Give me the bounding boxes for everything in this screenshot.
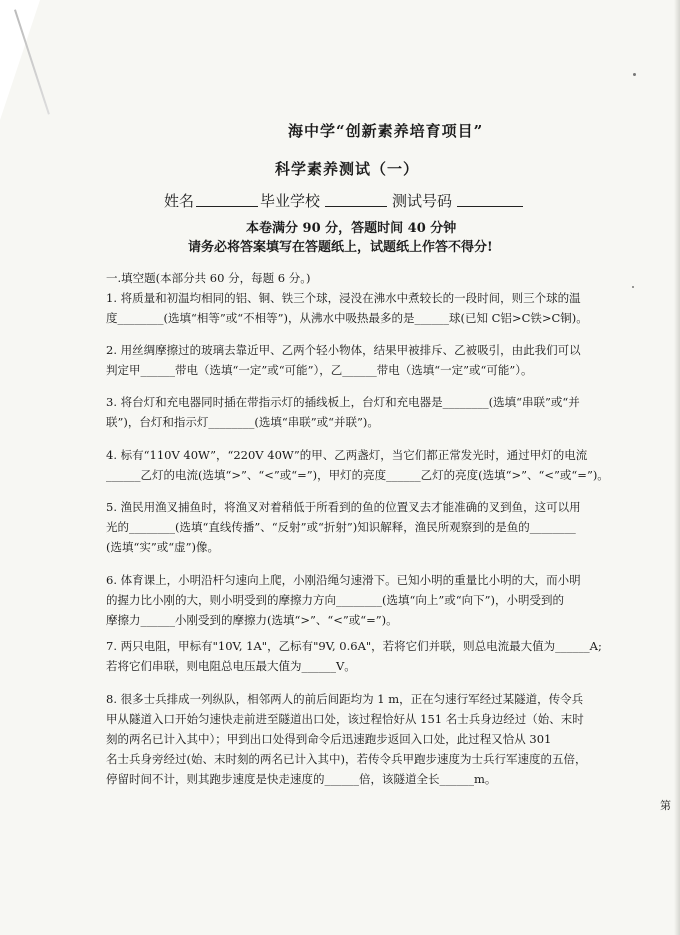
question-line: 5. 渔民用渔叉捕鱼时，将渔叉对着稍低于所看到的鱼的位置叉去才能准确的叉到鱼，这可以用 <box>106 500 581 514</box>
exam-subtitle: 科学素养测试（一） <box>275 160 420 178</box>
question-7 <box>106 636 602 676</box>
question-line: 3. 将台灯和充电器同时插在带指示灯的插线板上，台灯和充电器是________(选填“串联”或“并 <box>106 395 580 409</box>
question-4 <box>106 445 609 485</box>
answer-sheet-note: 请务必将答案填写在答题纸上，试题纸上作答不得分! <box>188 240 493 255</box>
id-label: 测试号码 <box>392 192 453 210</box>
question-line: 6. 体育课上，小明沿杆匀速向上爬，小刚沿绳匀速滑下。已知小明的重量比小明的大，而小明 <box>106 573 581 587</box>
question-line: 度________(选填“相等”或“不相等”)，从沸水中吸热最多的是______球(已知 C铝>C铁>C铜)。 <box>106 311 588 325</box>
name-blank[interactable] <box>196 190 258 207</box>
question-line: 若将它们串联，则电阻总电压最大值为______V。 <box>106 659 356 673</box>
question-line: 1. 将质量和初温均相同的铝、铜、铁三个球，浸没在沸水中煮较长的一段时间，则三个球的温 <box>106 291 581 305</box>
question-line: 8. 很多士兵排成一列纵队，相邻两人的前后间距均为 1 m，正在匀速行军经过某隧道，传令兵 <box>106 692 584 706</box>
folded-corner <box>0 0 40 120</box>
question-line: ______乙灯的电流(选填“>”、“<”或“=”)，甲灯的亮度______乙灯的亮度(选填“>”、“<”或“=”)。 <box>106 468 609 482</box>
scan-speck <box>633 73 636 76</box>
page-number-label: 第 <box>660 799 671 812</box>
question-line: 联”)，台灯和指示灯________(选填“串联”或“并联”)。 <box>106 415 379 429</box>
question-line: 判定甲______带电（选填“一定”或“可能”），乙______带电（选填“一定”或“可能”）。 <box>106 363 533 377</box>
question-line: 摩擦力______小刚受到的摩擦力(选填“>”、“<”或“=”)。 <box>106 613 398 627</box>
question-line: 刻的两名已计入其中）；甲到出口处得到命令后迅速跑步返回入口处，此过程又恰从 301 <box>106 732 552 746</box>
name-label: 姓名 <box>164 192 195 210</box>
question-line: 名士兵身旁经过(始、末时刻的两名已计入其中)，若传令兵甲跑步速度为士兵行军速度的五倍， <box>106 752 587 766</box>
question-line: 的握力比小刚的大，则小明受到的摩擦力方向________(选填“向上”或“向下”)，小明受到的 <box>106 593 564 607</box>
question-1 <box>106 288 596 328</box>
page-edge-shadow <box>674 0 680 935</box>
question-6 <box>106 570 596 630</box>
id-blank[interactable] <box>457 190 523 207</box>
school-blank[interactable] <box>325 190 387 207</box>
scan-speck <box>632 286 634 288</box>
question-line: 2. 用丝绸摩擦过的玻璃去靠近甲、乙两个轻小物体，结果甲被排斥、乙被吸引，由此我们可以 <box>106 343 581 357</box>
score-time-note: 本卷满分 90 分，答题时间 40 分钟 <box>246 221 457 236</box>
school-label: 毕业学校 <box>260 192 321 210</box>
question-3 <box>106 392 596 432</box>
question-line: 甲从隧道入口开始匀速快走前进至隧道出口处，该过程恰好从 151 名士兵身边经过（始、末时 <box>106 712 584 726</box>
exam-title: 海中学“创新素养培育项目” <box>288 122 484 140</box>
question-2 <box>106 340 596 380</box>
question-line: 4. 标有“110V 40W”，“220V 40W”的甲、乙两盏灯，当它们都正常发光时，通过甲灯的电流 <box>106 448 588 462</box>
question-line: 光的________(选填“直线传播”、“反射”或“折射”)知识解释，渔民所观察到的是鱼的________ <box>106 520 576 534</box>
question-line: (选填“实”或“虚”)像。 <box>106 540 219 554</box>
question-line: 7. 两只电阻，甲标有"10V, 1A"，乙标有"9V, 0.6A"，若将它们并联，则总电流最大值为______A; <box>106 639 602 653</box>
question-8 <box>106 689 596 789</box>
question-5 <box>106 497 596 557</box>
question-line: 停留时间不计，则其跑步速度是快走速度的______倍，该隧道全长______m。 <box>106 772 497 786</box>
section-title: 一.填空题(本部分共 60 分，每题 6 分。) <box>106 271 311 285</box>
